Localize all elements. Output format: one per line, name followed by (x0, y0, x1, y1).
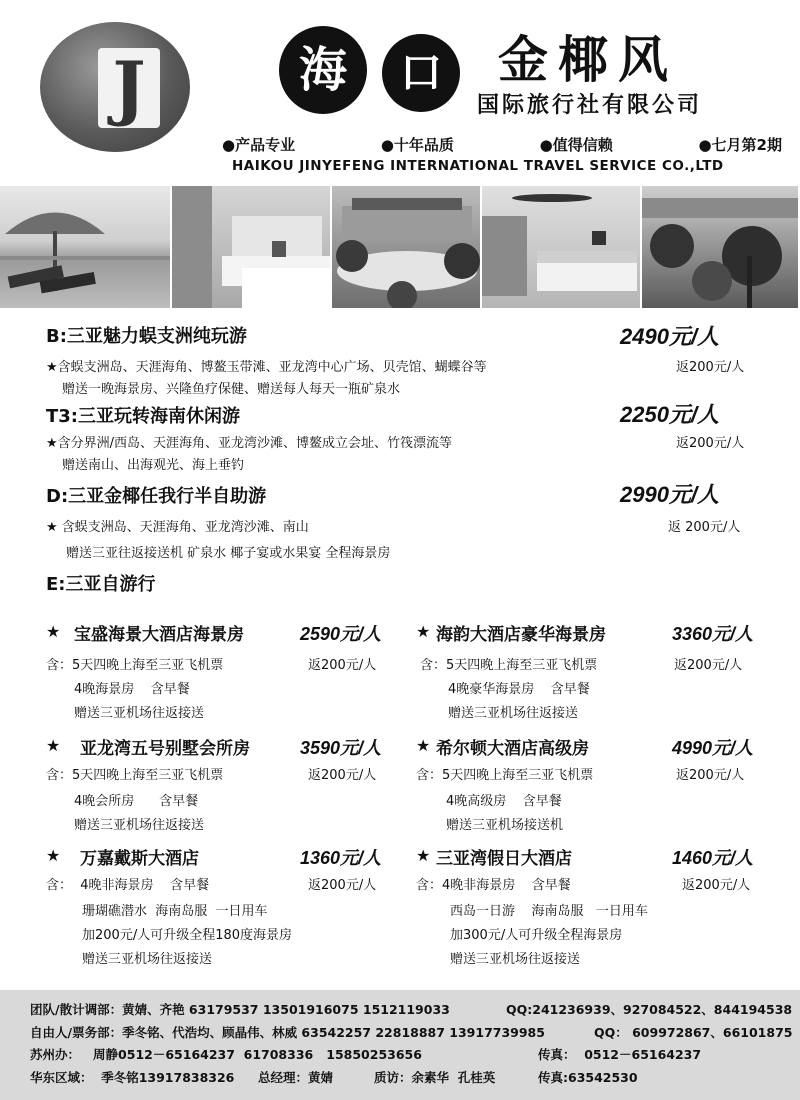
tour-price-t3: 2250元/人 (620, 402, 720, 427)
tour-gift-b: 赠送一晚海景房、兴隆鱼疗保健、赠送每人每天一瓶矿泉水 (62, 382, 401, 397)
tour-title-d: D:三亚金椰任我行半自助游 (46, 486, 267, 507)
tour-includes-b: ★含蜈支洲岛、天涯海角、博鳌玉带滩、亚龙湾中心广场、贝壳馆、蝴蝶谷等 (46, 360, 487, 375)
hotel-room: 4晚豪华海景房 含早餐 (448, 682, 590, 697)
contact-east-china: 华东区域： 季冬铭13917838326 (30, 1070, 235, 1085)
hotel-rebate: 返200元/人 (308, 768, 377, 783)
tour-price-b: 2490元/人 (620, 324, 720, 349)
hotel-gift: 赠送三亚机场往返接送 (74, 706, 205, 721)
hotel-upgrade: 加300元/人可升级全程海景房 (450, 928, 623, 943)
hotel-price: 4990元/人 (672, 738, 754, 758)
star-icon: ★ (416, 736, 431, 755)
star-icon: ★ (416, 622, 431, 641)
contact-general-manager: 总经理：黄婧 (258, 1070, 334, 1085)
hotel-gift: 赠送三亚机场往返接送 (448, 706, 579, 721)
brand-subtitle: 国际旅行社有限公司 (477, 93, 703, 118)
tour-title-t3: T3:三亚玩转海南休闲游 (46, 406, 241, 427)
hotel-includes: 含：5天四晚上海至三亚飞机票 (420, 658, 598, 673)
logo-letter: J (98, 48, 160, 128)
tag-item: ●产品专业 (222, 136, 296, 154)
hotel-gift: 赠送三亚机场往返接送 (82, 952, 213, 967)
hotel-price: 1360元/人 (300, 848, 382, 868)
hotel-rebate: 返200元/人 (676, 768, 745, 783)
hotel-gift: 赠送三亚机场往返接送 (74, 818, 205, 833)
hotel-includes: 含：5天四晚上海至三亚飞机票 (46, 768, 224, 783)
hotel-gift: 赠送三亚机场接送机 (446, 818, 564, 833)
star-icon: ★ (46, 622, 61, 641)
tour-rebate-d: 返 200元/人 (668, 520, 741, 535)
tour-gift-d: 赠送三亚往返接送机 矿泉水 椰子宴或水果宴 全程海景房 (66, 546, 391, 561)
contact-team: 团队/散计调部：黄婧、齐艳 63179537 13501916075 1512119033 (30, 1002, 450, 1017)
contact-quality: 质访：余素华 孔桂英 (374, 1070, 496, 1085)
hotel-upgrade: 加200元/人可升级全程180度海景房 (82, 928, 293, 943)
hotel-price: 1460元/人 (672, 848, 754, 868)
palm-tree-icon (642, 186, 800, 308)
ceiling-fan-room-photo (482, 186, 642, 308)
tag-item: ●十年品质 (380, 136, 454, 154)
hotel-extras: 珊瑚礁潜水 海南岛服 一日用车 (82, 904, 268, 919)
beach-umbrella-photo (0, 186, 172, 308)
tour-rebate-b: 返200元/人 (676, 360, 745, 375)
ceiling-fan-icon (482, 186, 642, 308)
tour-title-b: B:三亚魅力蜈支洲纯玩游 (46, 326, 247, 347)
tagline-row (222, 134, 782, 155)
contact-footer (0, 990, 800, 1100)
contact-fax: 传真:63542530 (538, 1070, 638, 1085)
self-tour-title: E:三亚自游行 (46, 574, 156, 595)
hotel-room: 4晚高级房 含早餐 (446, 794, 562, 809)
hotel-rebate: 返200元/人 (308, 658, 377, 673)
hotel-rebate: 返200元/人 (308, 878, 377, 893)
star-icon: ★ (46, 846, 61, 865)
tag-item: ●值得信赖 (539, 136, 613, 154)
beach-umbrella-icon (0, 186, 172, 308)
tag-item: ●七月第2期 (698, 136, 782, 154)
hotel-rebate: 返200元/人 (682, 878, 751, 893)
brand-char-hai: 海 (279, 26, 367, 114)
hotel-name: 万嘉戴斯大酒店 (80, 849, 199, 869)
tour-gift-t3: 赠送南山、出海观光、海上垂钓 (62, 458, 245, 473)
hotel-includes: 含： 4晚非海景房 含早餐 (46, 878, 210, 893)
hotel-price: 2590元/人 (300, 624, 382, 644)
hotel-name: 希尔顿大酒店高级房 (436, 739, 589, 759)
tour-rebate-t3: 返200元/人 (676, 436, 745, 451)
hotel-price: 3360元/人 (672, 624, 754, 644)
hotel-extras: 西岛一日游 海南岛服 一日用车 (450, 904, 648, 919)
brand-name: 金椰风 (498, 30, 678, 89)
palm-garden-photo (642, 186, 800, 308)
star-icon: ★ (416, 846, 431, 865)
hotel-name: 三亚湾假日大酒店 (436, 849, 572, 869)
contact-suzhou-fax: 传真： 0512－65164237 (538, 1047, 702, 1062)
hotel-room-photo (172, 186, 332, 308)
hotel-room: 4晚会所房 含早餐 (74, 794, 199, 809)
contact-ticketing: 自由人/票务部：季冬铭、代浩均、顾晶伟、林威 63542257 22818887 13917739985 (30, 1025, 545, 1040)
resort-icon (332, 186, 482, 308)
star-icon: ★ (46, 736, 61, 755)
hotel-price: 3590元/人 (300, 738, 382, 758)
hotel-name: 海韵大酒店豪华海景房 (436, 625, 606, 645)
resort-pool-photo (332, 186, 482, 308)
hotel-room: 4晚海景房 含早餐 (74, 682, 190, 697)
hotel-includes: 含：5天四晚上海至三亚飞机票 (46, 658, 224, 673)
hotel-gift: 赠送三亚机场往返接送 (450, 952, 581, 967)
hotel-name: 亚龙湾五号别墅会所房 (80, 739, 250, 759)
hotel-includes: 含：5天四晚上海至三亚飞机票 (416, 768, 594, 783)
hotel-bed-icon (172, 186, 332, 308)
contact-ticketing-qq: QQ： 609972867、66101875 (594, 1025, 793, 1040)
tour-price-d: 2990元/人 (620, 482, 720, 507)
english-company-name: HAIKOU JINYEFENG INTERNATIONAL TRAVEL SERVICE CO.,LTD (232, 158, 724, 174)
photo-strip (0, 186, 800, 308)
hotel-rebate: 返200元/人 (674, 658, 743, 673)
tour-includes-d: ★ 含蜈支洲岛、天涯海角、亚龙湾沙滩、南山 (46, 520, 309, 535)
contact-suzhou: 苏州办： 周静0512－65164237 61708336 15850253656 (30, 1047, 422, 1062)
tour-includes-t3: ★含分界洲/西岛、天涯海角、亚龙湾沙滩、博鳌成立会址、竹筏漂流等 (46, 436, 453, 451)
brand-char-kou: 口 (382, 34, 460, 112)
hotel-name: 宝盛海景大酒店海景房 (74, 625, 244, 645)
hotel-includes: 含：4晚非海景房 含早餐 (416, 878, 571, 893)
contact-team-qq: QQ:241236939、927084522、844194538 (506, 1002, 793, 1017)
